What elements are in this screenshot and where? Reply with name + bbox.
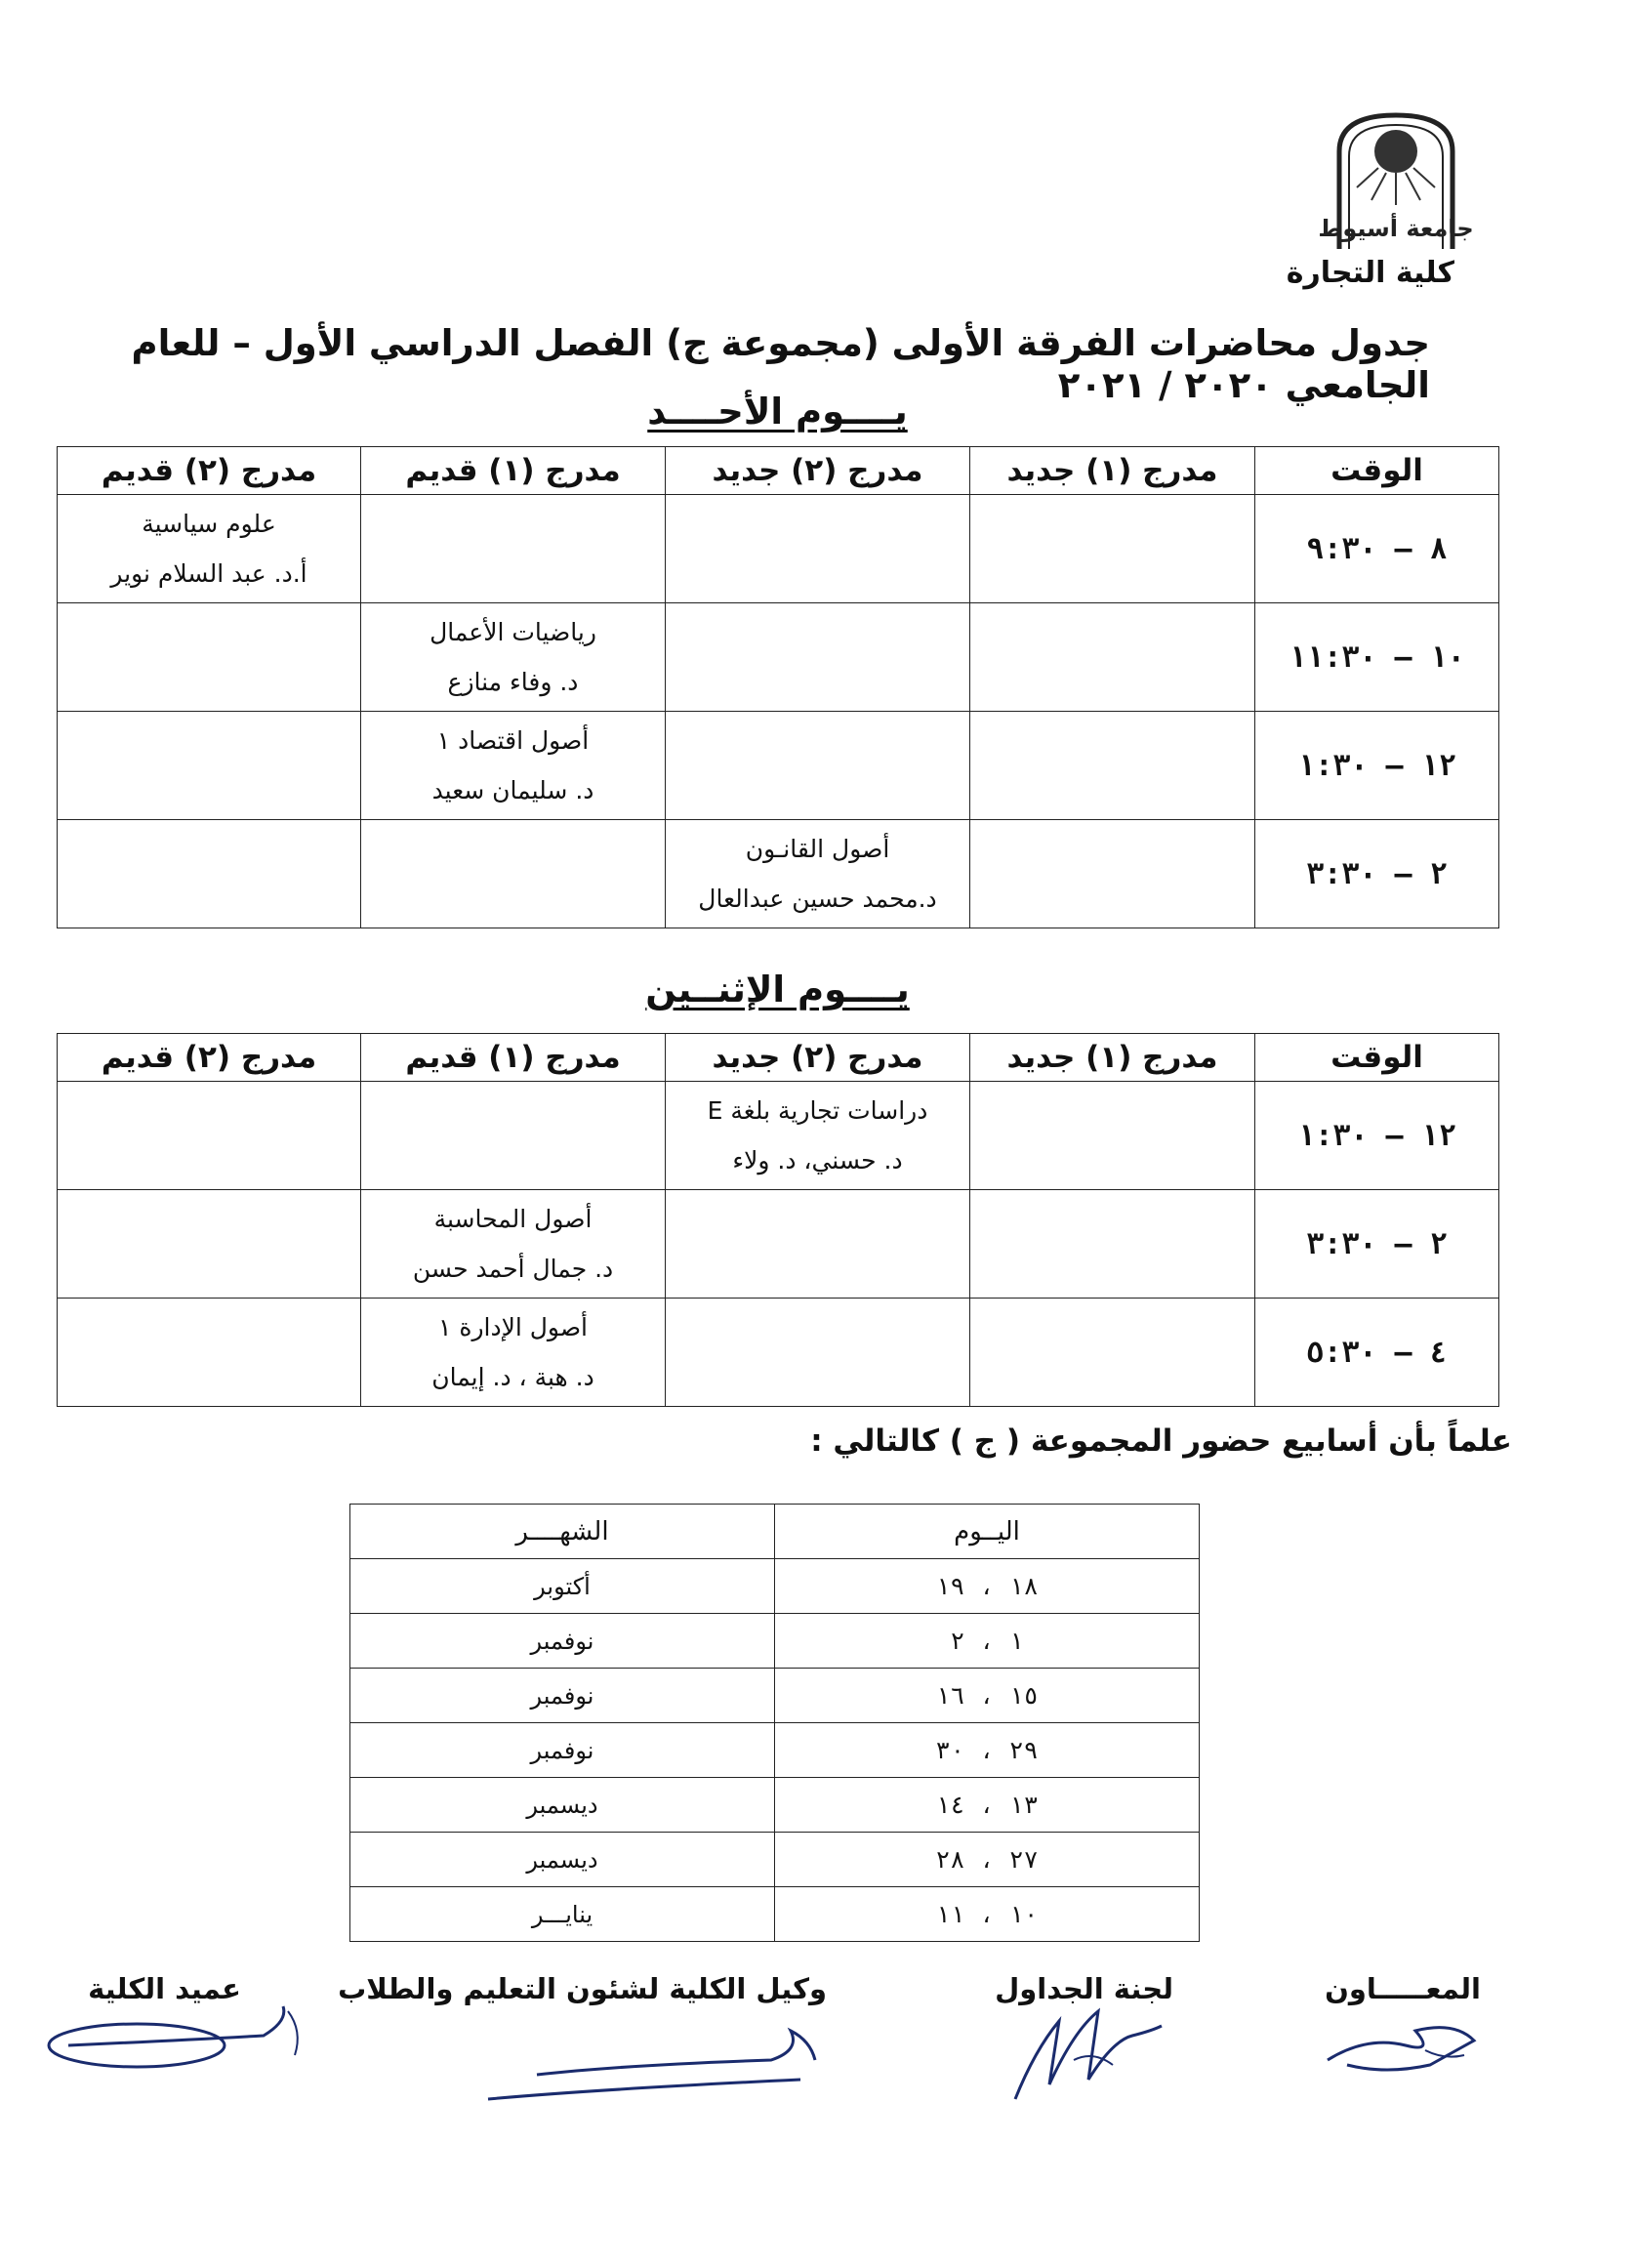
assistant-signature	[1308, 2006, 1503, 2084]
dean-label: عميد الكلية	[88, 1972, 241, 2005]
lecture-cell: أصول اقتصاد ١ د. سليمان سعيد	[361, 712, 666, 820]
lecture-cell: رياضيات الأعمال د. وفاء منازع	[361, 603, 666, 712]
lecture-cell	[361, 820, 666, 928]
table-row	[58, 603, 1499, 712]
lecture-cell	[666, 1299, 970, 1407]
table-row	[350, 1778, 1200, 1833]
days-cell: ٢٩ ، ٣٠	[775, 1723, 1200, 1778]
logo-text: جامعة أسيوط	[1318, 215, 1474, 242]
time-cell: ٨ – ٩:٣٠	[1255, 495, 1499, 603]
table-row	[350, 1833, 1200, 1887]
col-hall-2-new: مدرج (٢) جديد	[666, 1034, 970, 1082]
time-cell: ١٠ – ١١:٣٠	[1255, 603, 1499, 712]
time-cell: ٢ – ٣:٣٠	[1255, 1190, 1499, 1299]
lecture-cell	[970, 1299, 1255, 1407]
days-cell: ١٥ ، ١٦	[775, 1669, 1200, 1723]
col-month: الشهــــر	[350, 1505, 775, 1559]
lecture-cell: أصول الإدارة ١ د. هبة ، د. إيمان	[361, 1299, 666, 1407]
table-row	[350, 1559, 1200, 1614]
table-header-row	[58, 1034, 1499, 1082]
time-cell: ١٢ – ١:٣٠	[1255, 1082, 1499, 1190]
lecture-cell	[666, 603, 970, 712]
table-row	[58, 712, 1499, 820]
committee-signature	[1005, 1992, 1201, 2109]
month-cell: نوفمبر	[350, 1669, 775, 1723]
attendance-weeks-table	[349, 1504, 1200, 1942]
lecture-cell	[970, 603, 1255, 712]
university-logo	[1318, 107, 1474, 254]
col-days: اليــوم	[775, 1505, 1200, 1559]
table-header-row	[58, 447, 1499, 495]
lecture-cell: دراسات تجارية بلغة E د. حسني، د. ولاء	[666, 1082, 970, 1190]
lecture-cell	[970, 1082, 1255, 1190]
col-time: الوقت	[1255, 1034, 1499, 1082]
col-hall-1-old: مدرج (١) قديم	[361, 1034, 666, 1082]
table-row	[58, 820, 1499, 928]
col-hall-2-old: مدرج (٢) قديم	[58, 1034, 361, 1082]
sunday-table	[57, 446, 1499, 928]
lecture-cell	[58, 820, 361, 928]
lecture-cell	[58, 712, 361, 820]
monday-table	[57, 1033, 1499, 1407]
table-row	[350, 1887, 1200, 1942]
vice-dean-signature	[478, 2021, 830, 2119]
days-cell: ١ ، ٢	[775, 1614, 1200, 1669]
table-row	[350, 1614, 1200, 1669]
sunday-title: يــــوم الأحــــد	[647, 391, 908, 433]
lecture-cell	[970, 820, 1255, 928]
col-hall-1-new: مدرج (١) جديد	[970, 447, 1255, 495]
time-cell: ٤ – ٥:٣٠	[1255, 1299, 1499, 1407]
table-row	[350, 1669, 1200, 1723]
col-hall-2-new: مدرج (٢) جديد	[666, 447, 970, 495]
table-row	[58, 495, 1499, 603]
table-row	[58, 1190, 1499, 1299]
monday-title: يــــوم الإثنــين	[645, 969, 910, 1010]
days-cell: ١٠ ، ١١	[775, 1887, 1200, 1942]
lecture-cell	[970, 1190, 1255, 1299]
time-cell: ٢ – ٣:٣٠	[1255, 820, 1499, 928]
lecture-cell: أصول القانـون د.محمد حسين عبدالعال	[666, 820, 970, 928]
month-cell: نوفمبر	[350, 1723, 775, 1778]
lecture-cell: علوم سياسية أ.د. عبد السلام نوير	[58, 495, 361, 603]
table-row	[58, 1299, 1499, 1407]
month-cell: ديسمبر	[350, 1778, 775, 1833]
lecture-cell	[666, 712, 970, 820]
page-title: جدول محاضرات الفرقة الأولى (مجموعة ج) الفصل الدراسي الأول – للعام الجامعي ٢٠٢٠ / ٢٠٢١	[131, 322, 1430, 406]
month-cell: ينايـــر	[350, 1887, 775, 1942]
attendance-note: علماً بأن أسابيع حضور المجموعة ( ج ) كالتالي :	[810, 1423, 1512, 1459]
table-row	[58, 1082, 1499, 1190]
lecture-cell	[58, 603, 361, 712]
lecture-cell	[361, 1082, 666, 1190]
month-cell: نوفمبر	[350, 1614, 775, 1669]
lecture-cell	[666, 1190, 970, 1299]
lecture-cell: أصول المحاسبة د. جمال أحمد حسن	[361, 1190, 666, 1299]
lecture-cell	[58, 1299, 361, 1407]
days-cell: ١٣ ، ١٤	[775, 1778, 1200, 1833]
col-time: الوقت	[1255, 447, 1499, 495]
lecture-cell	[58, 1082, 361, 1190]
committee-label: لجنة الجداول	[995, 1972, 1173, 2005]
lecture-cell	[58, 1190, 361, 1299]
days-cell: ٢٧ ، ٢٨	[775, 1833, 1200, 1887]
dean-signature	[39, 2001, 312, 2080]
lecture-cell	[361, 495, 666, 603]
table-row	[350, 1723, 1200, 1778]
lecture-cell	[970, 712, 1255, 820]
col-hall-2-old: مدرج (٢) قديم	[58, 447, 361, 495]
col-hall-1-new: مدرج (١) جديد	[970, 1034, 1255, 1082]
faculty-name: كلية التجارة	[1286, 256, 1454, 290]
assistant-label: المعـــــاون	[1325, 1972, 1481, 2005]
lecture-cell	[666, 495, 970, 603]
days-cell: ١٨ ، ١٩	[775, 1559, 1200, 1614]
table-header-row	[350, 1505, 1200, 1559]
lecture-cell	[970, 495, 1255, 603]
month-cell: ديسمبر	[350, 1833, 775, 1887]
vice-dean-label: وكيل الكلية لشئون التعليم والطلاب	[338, 1972, 827, 2005]
time-cell: ١٢ – ١:٣٠	[1255, 712, 1499, 820]
col-hall-1-old: مدرج (١) قديم	[361, 447, 666, 495]
month-cell: أكتوبر	[350, 1559, 775, 1614]
